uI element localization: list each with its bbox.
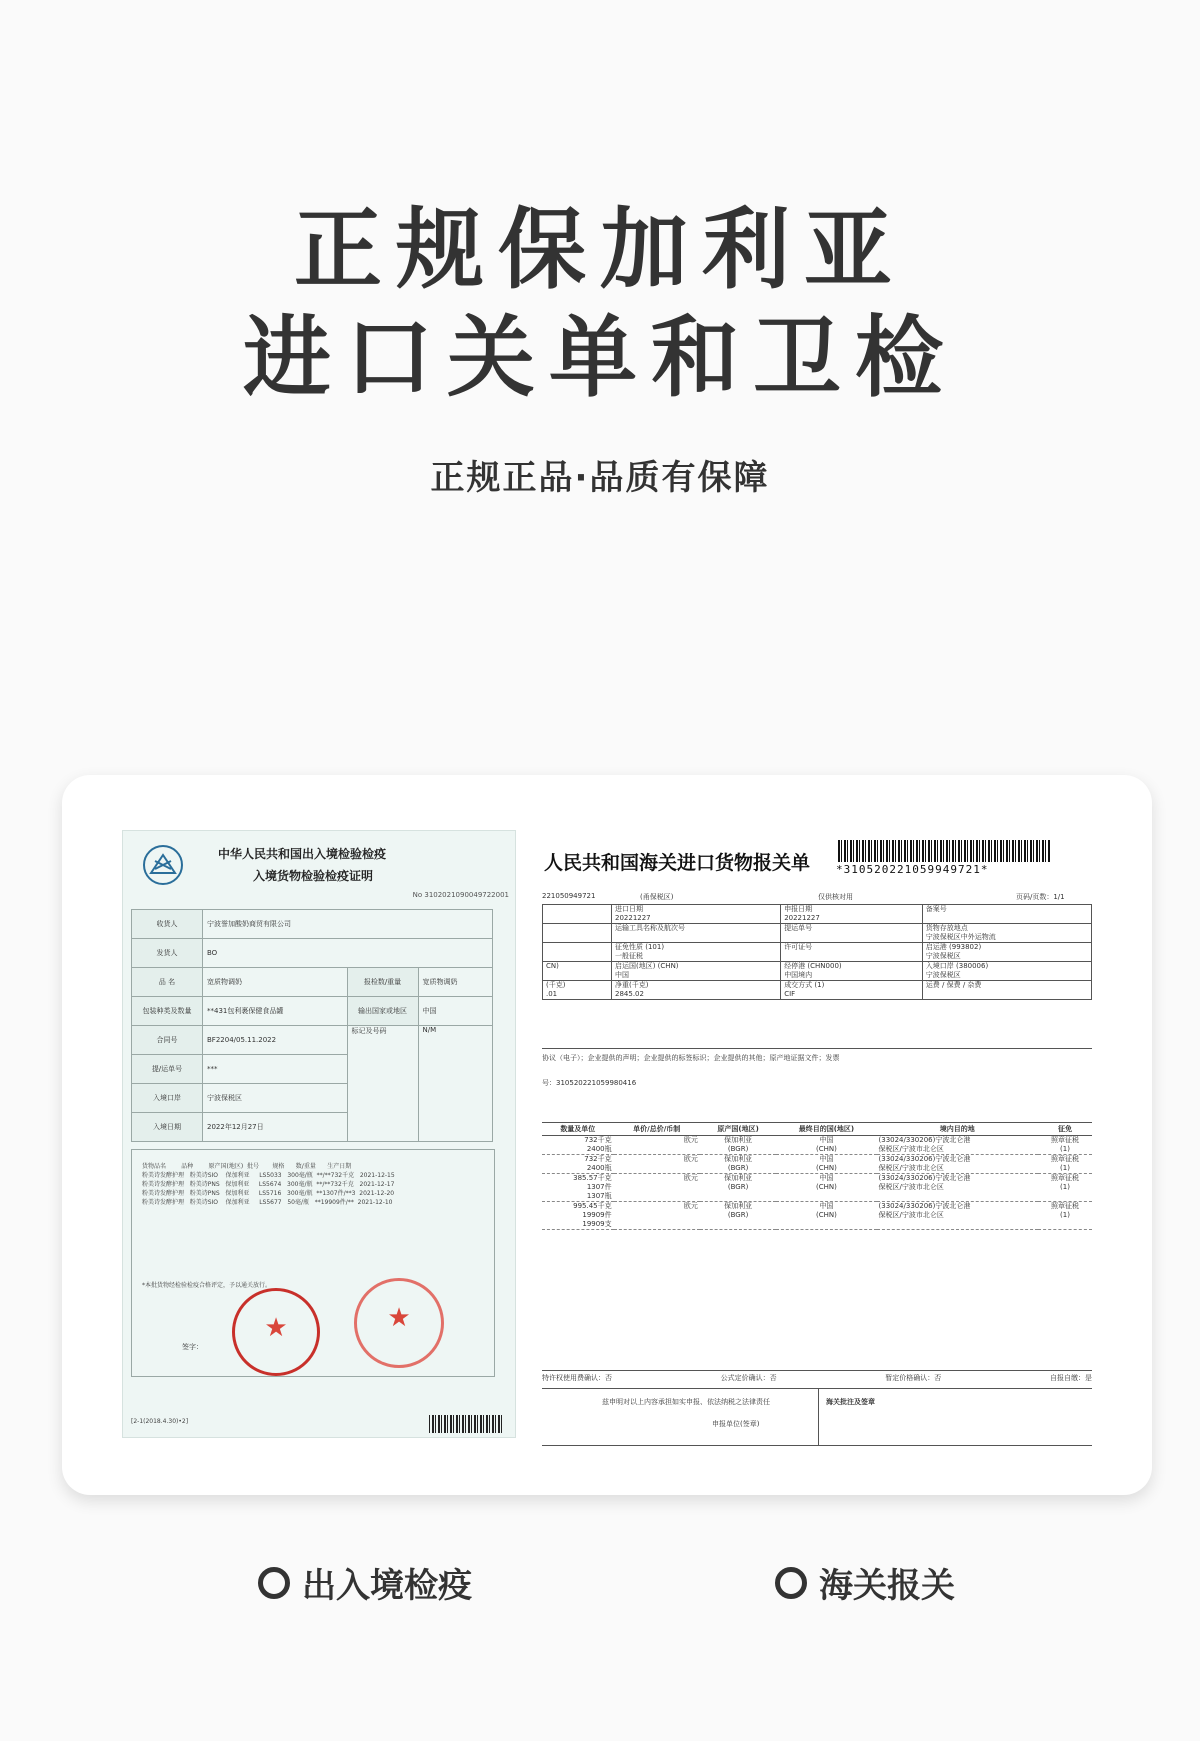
entry-number: 221050949721 [542, 892, 596, 900]
certificate-footer-code: [2-1(2018.4.30)•2] [131, 1418, 189, 1425]
confirm-item: 自报自缴：是 [1049, 1374, 1092, 1382]
grid-cell: 启运国(地区) (CHN) 中国 [612, 962, 781, 981]
item-cell: 欧元 [614, 1136, 700, 1155]
declaration-text: 兹申明对以上内容承担如实申报、依法纳税之法律责任 [602, 1398, 770, 1406]
grid-cell: 申报日期 20221227 [781, 905, 923, 924]
item-cell: 照章征税 (1) [1038, 1155, 1092, 1174]
cert-label: 提/运单号 [132, 1055, 203, 1084]
table-row [542, 1136, 1092, 1155]
confirm-row [542, 1370, 1092, 1383]
items-header: 数量及单位 [542, 1123, 614, 1136]
declarant-label: 申报单位(签章) [712, 1420, 760, 1428]
grid-cell: 征免性质 (101) 一般征税 [612, 943, 781, 962]
grid-cell: 货物存放地点 宁波保税区中外运物流 [922, 924, 1091, 943]
items-header: 境内目的地 [877, 1123, 1039, 1136]
certificate-barcode [429, 1415, 503, 1433]
official-seal [354, 1278, 444, 1368]
page-info: 页码/页数：1/1 [1016, 893, 1065, 901]
item-cell: (33024/330206)宁波北仑港 保税区/宁波市北仑区 [877, 1174, 1039, 1202]
cert-label: 入境日期 [132, 1113, 203, 1142]
customs-title: 人民共和国海关进口货物报关单 [544, 852, 811, 874]
agreement-line: 协议（电子）；企业提供的声明；企业提供的标签标识；企业提供的其他；原产地证据文件；发票 [542, 1048, 1092, 1063]
item-cell: (33024/330206)宁波北仑港 保税区/宁波市北仑区 [877, 1136, 1039, 1155]
page-title-line1: 正规保加利亚 [293, 198, 906, 301]
cert-label: 包装种类及数量 [132, 997, 203, 1026]
item-cell: 保加利亚 (BGR) [700, 1202, 777, 1230]
grid-cell: CN) [543, 962, 612, 981]
seal-star-icon: ★ [264, 1313, 288, 1343]
caption-inspection-label: 出入境检疫 [302, 1566, 472, 1606]
item-cell: 中国 (CHN) [776, 1155, 876, 1174]
inspection-certificate [122, 830, 516, 1438]
grid-cell [543, 943, 612, 962]
item-cell: 中国 (CHN) [776, 1202, 876, 1230]
cert-value: N/M [418, 1026, 492, 1142]
items-header: 单价/总价/币制 [614, 1123, 700, 1136]
official-seal [232, 1288, 320, 1376]
caption-customs [775, 1558, 955, 1607]
cert-value: 宽质物调奶 [203, 968, 348, 997]
table-row [542, 1174, 1092, 1202]
grid-cell: 入境口岸 (380006) 宁波保税区 [922, 962, 1091, 981]
customs-items-table [542, 1122, 1092, 1230]
item-cell: 732千克 2400瓶 [542, 1155, 614, 1174]
item-cell: 照章征税 (1) [1038, 1136, 1092, 1155]
table-row [542, 1202, 1092, 1230]
customs-note-label: 海关批注及签章 [826, 1398, 875, 1406]
caption-customs-label: 海关报关 [819, 1566, 955, 1606]
cert-label: 入境口岸 [132, 1084, 203, 1113]
grid-cell: 净重(千克) 2845.02 [612, 981, 781, 1000]
cert-value: **431包利裹保健食品罐 [203, 997, 348, 1026]
cert-label: 报检数/重量 [347, 968, 418, 997]
item-cell: 欧元 [614, 1155, 700, 1174]
cert-value: 宽质物调奶 [418, 968, 492, 997]
item-cell: 保加利亚 (BGR) [700, 1136, 777, 1155]
circle-bullet-icon [258, 1567, 290, 1599]
page-title-line2: 进口关单和卫检 [242, 306, 957, 409]
table-row [542, 1155, 1092, 1174]
page-subtitle: 正规正品·品质有保障 [430, 458, 770, 498]
cert-label: 品 名 [132, 968, 203, 997]
internal-use-label: 仅供核对用 [818, 893, 853, 901]
item-cell: 保加利亚 (BGR) [700, 1155, 777, 1174]
grid-cell: 启运港 (993802) 宁波保税区 [922, 943, 1091, 962]
item-cell: 中国 (CHN) [776, 1174, 876, 1202]
grid-cell: 经停港 (CHN000) 中国境内 [781, 962, 923, 981]
circle-bullet-icon [775, 1567, 807, 1599]
item-cell: 欧元 [614, 1174, 700, 1202]
customs-header-grid [542, 904, 1092, 1000]
item-cell: 中国 (CHN) [776, 1136, 876, 1155]
certificate-subheading: 入境货物检验检疫证明 [253, 869, 374, 883]
item-cell: (33024/330206)宁波北仑港 保税区/宁波市北仑区 [877, 1202, 1039, 1230]
grid-cell [543, 905, 612, 924]
caption-inspection [258, 1558, 472, 1607]
cert-value: BF2204/05.11.2022 [203, 1026, 348, 1055]
grid-cell: 运输工具名称及航次号 [612, 924, 781, 943]
cert-label: 收货人 [132, 910, 203, 939]
confirm-item: 特许权使用费确认：否 [542, 1374, 612, 1382]
cert-value: *** [203, 1055, 348, 1084]
item-cell: (33024/330206)宁波北仑港 保税区/宁波市北仑区 [877, 1155, 1039, 1174]
seal-star-icon: ★ [387, 1303, 411, 1333]
grid-cell [543, 924, 612, 943]
item-cell: 照章征税 (1) [1038, 1174, 1092, 1202]
grid-cell: 备案号 [922, 905, 1091, 924]
item-cell: 995.45千克 19909件 19909支 [542, 1202, 614, 1230]
item-cell: 保加利亚 (BGR) [700, 1174, 777, 1202]
customs-declaration [540, 830, 1100, 1446]
grid-cell: 许可证号 [781, 943, 923, 962]
grid-cell: (千克) .01 [543, 981, 612, 1000]
cert-value: 宁波保税区 [203, 1084, 348, 1113]
cert-value: BO [203, 939, 493, 968]
cert-label: 发货人 [132, 939, 203, 968]
items-header: 最终目的国(地区) [776, 1123, 876, 1136]
confirm-item: 公式定价确认：否 [720, 1374, 777, 1382]
customs-barcode [838, 840, 1050, 862]
ciq-emblem-icon [141, 843, 185, 887]
item-cell: 385.57千克 1307件 1307瓶 [542, 1174, 614, 1202]
items-header: 征免 [1038, 1123, 1092, 1136]
certificate-table [131, 909, 493, 1142]
grid-cell: 运费 / 保费 / 杂费 [922, 981, 1091, 1000]
certificate-goods-text: 货物品名 品种 原产国(地区) 批号 规格 数/重量 生产日期 粉美诗发酵护理 粉美诗SIO 保加利亚 LS5033 300毫/瓶 **/**732千克 2021-12-15 粉美诗发酵护理 粉美诗PNS 保加利亚 LS5674 300毫/瓶 **/**732千克 2021-12-17 粉美诗发酵护理 粉美诗PNS 保加利亚 LS5716 300毫/瓶 **1307件/**3 2021-12-20 粉美诗发酵护理 粉美诗SIO 保加利亚 LS5677 50毫/瓶 **19909件/** 2021-12-10 [142, 1163, 395, 1206]
record-number-line: 号：310520221059980416 [542, 1079, 637, 1087]
items-header: 原产国(地区) [700, 1123, 777, 1136]
certificate-heading: 中华人民共和国出入境检验检疫 [218, 847, 387, 861]
grid-cell: 成交方式 (1) CIF [781, 981, 923, 1000]
certificate-goods-box [131, 1149, 495, 1377]
cert-value: 2022年12月27日 [203, 1113, 348, 1142]
cert-label: 标记及号码 [347, 1026, 418, 1142]
cert-value: 宁波誉加酸奶商贸有限公司 [203, 910, 493, 939]
cert-label: 合同号 [132, 1026, 203, 1055]
signature-label: 签字： [182, 1343, 203, 1351]
item-cell: 照章征税 (1) [1038, 1202, 1092, 1230]
grid-cell: 进口日期 20221227 [612, 905, 781, 924]
grid-cell: 提运单号 [781, 924, 923, 943]
declaration-box [542, 1388, 1092, 1446]
item-cell: 欧元 [614, 1202, 700, 1230]
cert-label: 输出国家或地区 [347, 997, 418, 1026]
cert-value: 中国 [418, 997, 492, 1026]
item-cell: 732千克 2400瓶 [542, 1136, 614, 1155]
certificate-number: No 3102021090049722001 [412, 891, 509, 899]
confirm-item: 暂定价格确认：否 [885, 1374, 942, 1382]
customs-office: (甬保税区) [640, 893, 674, 901]
certificate-note: *本批货物经检验检疫合格评定，予以通关放行。 [142, 1282, 272, 1289]
customs-barcode-number: *310520221059949721* [836, 863, 989, 876]
